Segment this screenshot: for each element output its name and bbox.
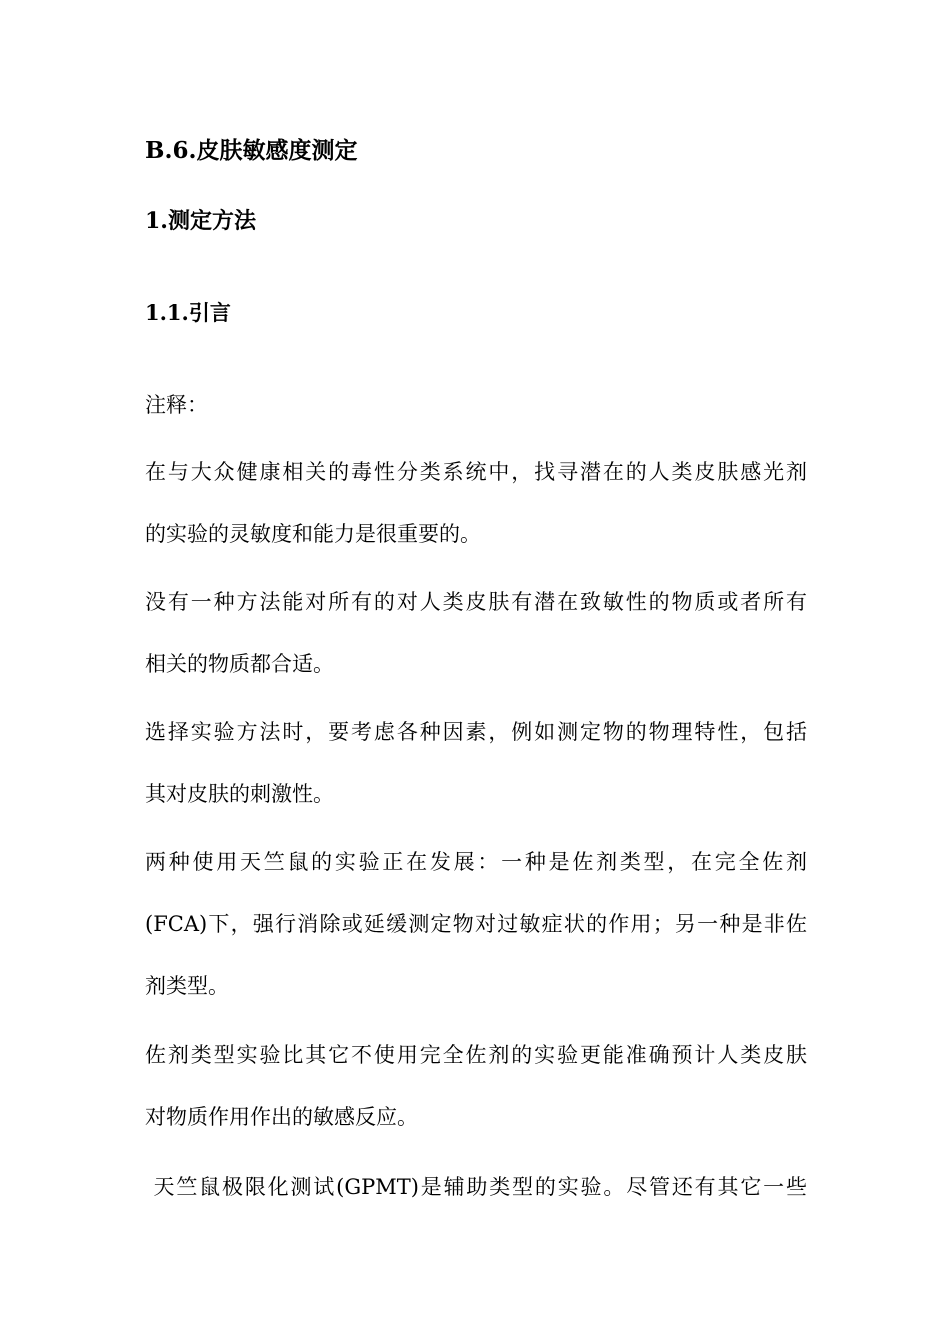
paragraph-4-line-3: 剂类型。 [145, 974, 229, 998]
paragraph-5-line-1: 佐剂类型实验比其它不使用完全佐剂的实验更能准确预计人类皮肤 [145, 1043, 807, 1067]
paragraph-1-line-2: 的实验的灵敏度和能力是很重要的。 [145, 522, 481, 546]
paragraph-1-line-1: 在与大众健康相关的毒性分类系统中，找寻潜在的人类皮肤感光剂 [145, 460, 807, 484]
paragraph-5-line-2: 对物质作用作出的敏感反应。 [145, 1105, 418, 1129]
paragraph-4-line-2: (FCA)下，强行消除或延缓测定物对过敏症状的作用；另一种是非佐 [145, 912, 807, 936]
note-label: 注释： [145, 393, 208, 417]
heading-section: 1.测定方法 [145, 208, 256, 234]
paragraph-4-line-1: 两种使用天竺鼠的实验正在发展：一种是佐剂类型，在完全佐剂 [145, 850, 807, 874]
heading-main: B.6.皮肤敏感度测定 [145, 137, 358, 164]
paragraph-2-line-1: 没有一种方法能对所有的对人类皮肤有潜在致敏性的物质或者所有 [145, 590, 807, 614]
paragraph-2-line-2: 相关的物质都合适。 [145, 652, 334, 676]
paragraph-6-line-1: 天竺鼠极限化测试(GPMT)是辅助类型的实验。尽管还有其它一些 [145, 1175, 807, 1199]
paragraph-3-line-2: 其对皮肤的刺激性。 [145, 782, 334, 806]
paragraph-3-line-1: 选择实验方法时，要考虑各种因素，例如测定物的物理特性，包括 [145, 720, 807, 744]
heading-subsection: 1.1.引言 [145, 300, 231, 325]
